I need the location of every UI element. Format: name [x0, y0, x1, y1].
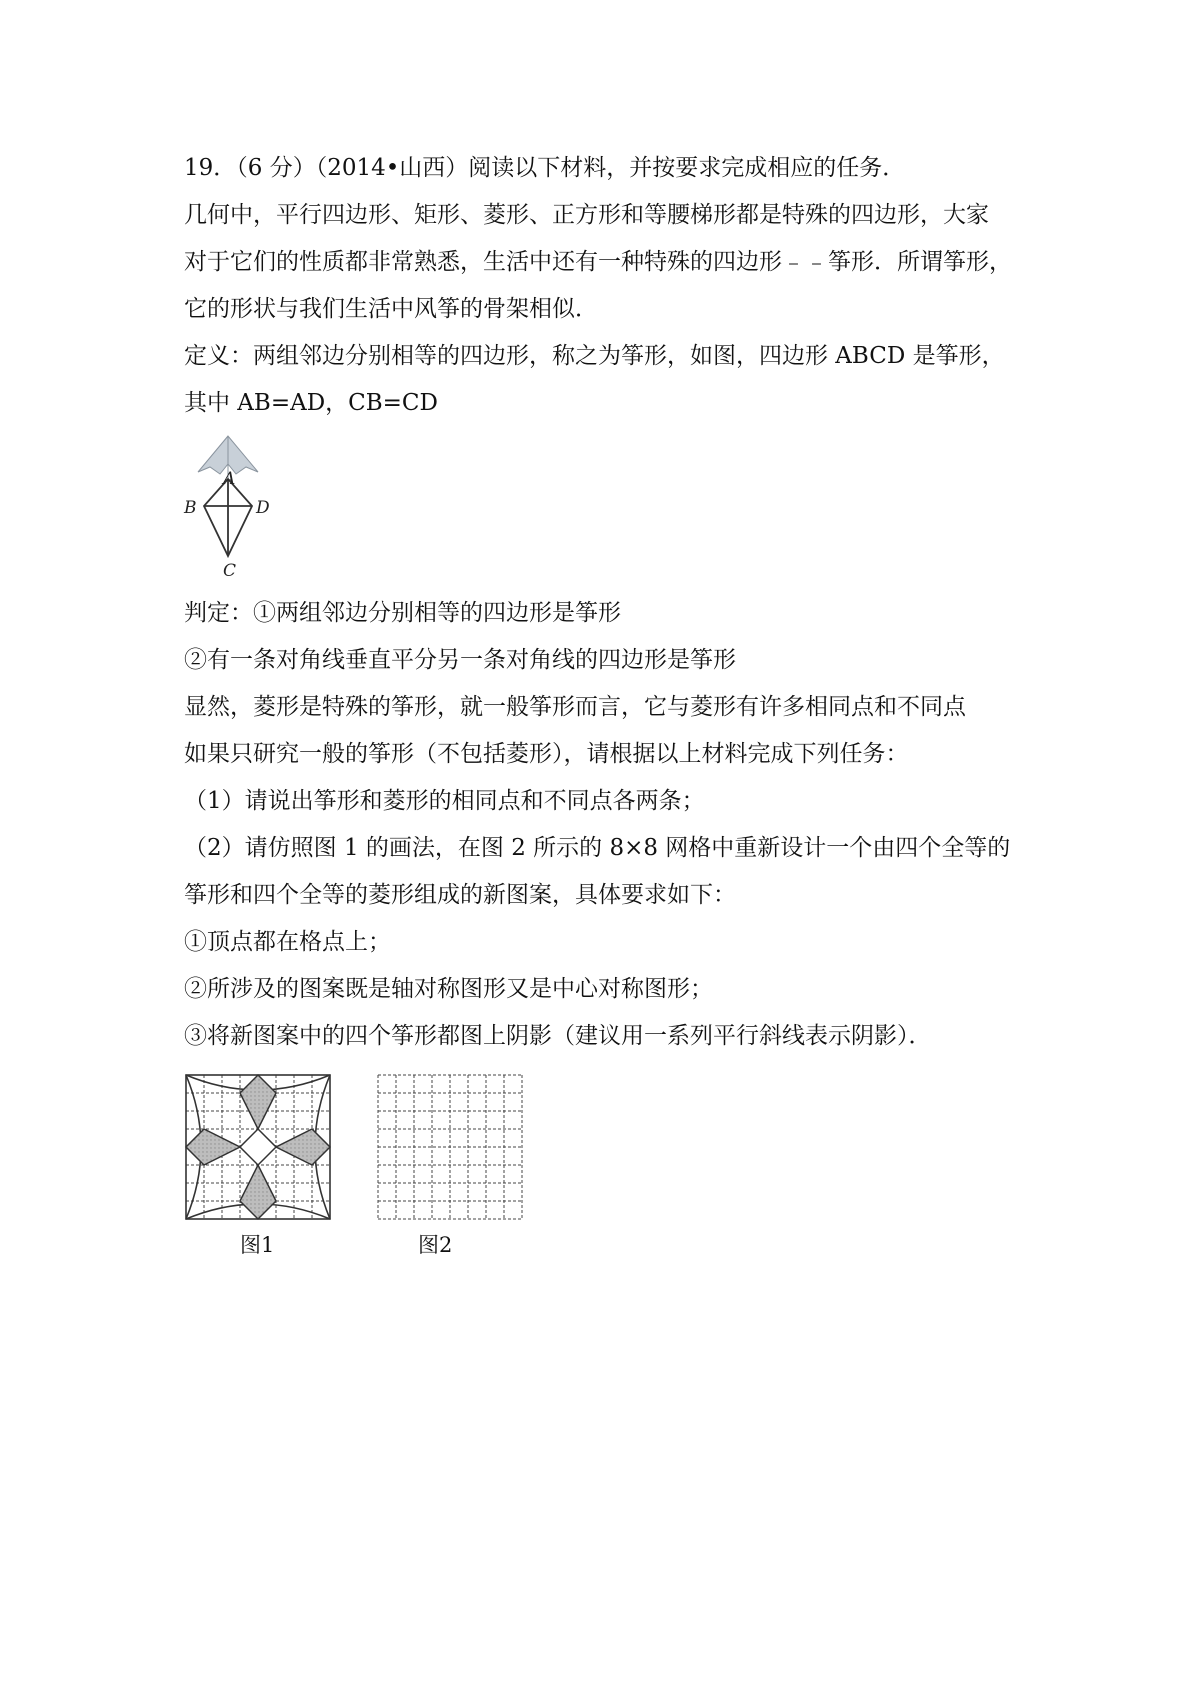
task-line-2: （2）请仿照图 1 的画法，在图 2 所示的 8×8 网格中重新设计一个由四个全等的: [184, 835, 1011, 861]
fig1-kite-left: [186, 1129, 240, 1165]
judgement-line-2: ②有一条对角线垂直平分另一条对角线的四边形是筝形: [184, 647, 736, 673]
definition-line-1: 定义：两组邻边分别相等的四边形，称之为筝形，如图，四边形 ABCD 是筝形，: [184, 343, 1005, 369]
figure-1-caption: 图1: [240, 1233, 275, 1257]
figure-2-caption: 图2: [418, 1233, 453, 1257]
label-c: C: [223, 561, 237, 581]
problem-header: 19．（6 分）（2014•山西）阅读以下材料，并按要求完成相应的任务．: [184, 155, 906, 181]
task-line-1: （1）请说出筝形和菱形的相同点和不同点各两条；: [184, 788, 705, 814]
fig1-kite-right: [276, 1129, 330, 1165]
task-line-5: ②所涉及的图案既是轴对称图形又是中心对称图形；: [184, 976, 713, 1002]
label-a: A: [223, 469, 236, 489]
judgement-line-1: 判定：①两组邻边分别相等的四边形是筝形: [184, 600, 621, 626]
fig1-kite-top: [240, 1075, 276, 1129]
task-line-6: ③将新图案中的四个筝形都图上阴影（建议用一系列平行斜线表示阴影）．: [184, 1023, 932, 1049]
label-b: B: [184, 498, 197, 518]
remark-line-1: 显然，菱形是特殊的筝形，就一般筝形而言，它与菱形有许多相同点和不同点: [184, 694, 966, 720]
kite-figure: [178, 434, 288, 584]
figure-2-grid: [374, 1071, 526, 1223]
label-d: D: [256, 498, 270, 518]
definition-line-2: 其中 AB=AD，CB=CD: [184, 390, 438, 416]
intro-line-1: 几何中，平行四边形、矩形、菱形、正方形和等腰梯形都是特殊的四边形，大家: [184, 202, 989, 228]
remark-line-2: 如果只研究一般的筝形（不包括菱形），请根据以上材料完成下列任务：: [184, 741, 909, 767]
fig1-rhombus-1: [240, 1129, 276, 1165]
intro-line-3: 它的形状与我们生活中风筝的骨架相似．: [184, 296, 598, 322]
intro-line-2: 对于它们的性质都非常熟悉，生活中还有一种特殊的四边形﹣﹣筝形．所谓筝形，: [184, 249, 1012, 275]
task-line-3: 筝形和四个全等的菱形组成的新图案，具体要求如下：: [184, 882, 736, 908]
task-line-4: ①顶点都在格点上；: [184, 929, 391, 955]
fig1-kite-bottom: [240, 1165, 276, 1219]
figure-1-pattern: [182, 1071, 334, 1223]
